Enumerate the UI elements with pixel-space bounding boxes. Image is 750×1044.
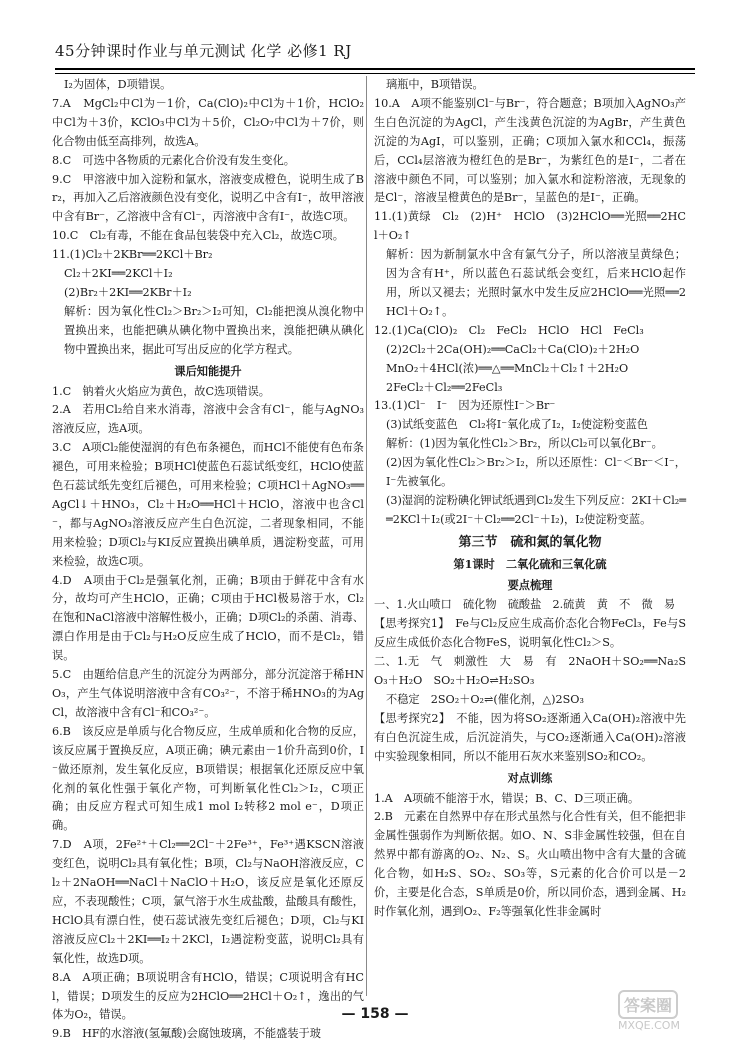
- answer-paragraph: 10.A A项不能鉴别Cl⁻与Br⁻，符合题意；B项加入AgNO₃产生白色沉淀的为AgCl，产生浅黄色沉淀的为AgBr，产生黄色沉淀的为AgI，可以鉴别，正确；C项加入氯水和CCl₄，振荡后，CCl₄层溶液为橙红色的是Br⁻，为紫红色的是I⁻，二者在溶液中颜色不同，可以鉴别；加入氯水和淀粉溶液，无现象的是Cl⁻，溶液呈橙黄色的是Br⁻，呈蓝色的是I⁻，正确。: [374, 96, 686, 205]
- answer-paragraph: 3.C A项Cl₂能使湿润的有色布条褪色，而HCl不能使有色布条褪色，可用来检验；B项HCl使蓝色石蕊试纸变红，HClO使蓝色石蕊试纸先变红后褪色，可用来检验；C项HCl＋AgNO₃══AgCl↓＋HNO₃，Cl₂＋H₂O══HCl＋HClO，溶液中也含Cl⁻，都与AgNO₃溶液反应产生白色沉淀，二者现象相同，不能用来检验；D项Cl₂与KI反应置换出碘单质，遇淀粉变蓝，可用来检验，故选C项。: [52, 441, 364, 568]
- answer-paragraph: 7.D A项，2Fe²⁺＋Cl₂══2Cl⁻＋2Fe³⁺，Fe³⁺遇KSCN溶液变红色，说明Cl₂具有氧化性；B项，Cl₂与NaOH溶液反应，Cl₂＋2NaOH══NaCl＋NaClO＋H₂O，该反应是氧化还原反应，不表现酸性；C项，氯气溶于水生成盐酸，盐酸具有酸性，HClO具有漂白性，使石蕊试液先变红后褪色；D项，Cl₂与KI溶液反应Cl₂＋2KI══I₂＋2KCl，I₂遇淀粉变蓝，说明Cl₂具有氧化性，故选D项。: [52, 838, 364, 965]
- section-heading: 第三节 硫和氮的氧化物: [458, 534, 602, 550]
- right-column: [374, 76, 686, 996]
- answer-paragraph: 8.C 可选中各物质的元素化合价没有发生变化。: [52, 153, 295, 167]
- answer-paragraph: 不稳定 2SO₂＋O₂⇌(催化剂，△)2SO₃: [386, 693, 584, 706]
- header-rule: [55, 68, 695, 70]
- answer-paragraph: 5.C 由题给信息产生的沉淀分为两部分，部分沉淀溶于稀HNO₃，产生气体说明溶液中含有CO₃²⁻，不溶于稀HNO₃的为AgCl，故溶液中含有Cl⁻和CO₃²⁻。: [52, 668, 364, 719]
- answer-paragraph: 1.C 钠着火火焰应为黄色，故C选项错误。: [52, 384, 270, 398]
- answer-paragraph: I₂为固体，D项错误。: [64, 78, 172, 91]
- answer-paragraph: 一、1.火山喷口 硫化物 硫酸盐 2.硫黄 黄 不 微 易: [374, 598, 676, 612]
- answer-paragraph: 1.A A项硫不能溶于水，错误；B、C、D三项正确。: [374, 791, 640, 805]
- answer-paragraph: 2FeCl₂＋Cl₂══2FeCl₃: [386, 380, 503, 394]
- watermark-url: MXQE.COM: [618, 1019, 680, 1032]
- answer-paragraph: 2.A 若用Cl₂给自来水消毒，溶液中会含有Cl⁻，能与AgNO₃溶液反应，选A项。: [52, 403, 364, 436]
- answer-paragraph: (3)湿润的淀粉碘化钾试纸遇到Cl₂发生下列反应：2KI＋Cl₂══2KCl＋I₂(或2I⁻＋Cl₂══2Cl⁻＋I₂)，I₂使淀粉变蓝。: [386, 493, 686, 526]
- answer-paragraph: 13.(1)Cl⁻ I⁻ 因为还原性I⁻＞Br⁻: [374, 399, 556, 413]
- answer-paragraph: 二、1.无 气 刺激性 大 易 有 2NaOH＋SO₂══Na₂SO₃＋H₂O SO₂＋H₂O⇌H₂SO₃: [374, 655, 686, 688]
- answer-paragraph: 【思考探究2】 不能，因为将SO₂逐渐通入Ca(OH)₂溶液中先有白色沉淀生成，后沉淀消失，与CO₂逐渐通入Ca(OH)₂溶液中实验现象相同，所以不能用石灰水来鉴别SO₂和CO₂。: [374, 711, 686, 763]
- header-rule-thin: [55, 73, 695, 74]
- answer-paragraph: 2.B 元素在自然界中存在形式虽然与化合性有关，但不能把非金属性强弱作为判断依据。如O、N、S非金属性较强，但在自然界中都有游离的O₂、N₂、S。火山喷出物中含有大量的含硫化合物，如H₂S、SO₂、SO₃等，S元素的化合价可以是－2价，主要是化合态，S单质是0价，所以同价态，遇到金属、H₂时作氧化剂，遇到O₂、F₂等强氧化性非金属时: [374, 810, 686, 918]
- answer-paragraph: 【思考探究1】 Fe与Cl₂反应生成高价态化合物FeCl₃，Fe与S反应生成低价态化合物FeS，说明氧化性Cl₂＞S。: [374, 617, 686, 650]
- answer-paragraph: 9.C 甲溶液中加入淀粉和氯水，溶液变成橙色，说明生成了Br₂，再加入乙后溶液颜色没有变化，说明乙中含有I⁻，故甲溶液中含有Br⁻，乙溶液中含有Cl⁻，丙溶液中含有I⁻，故选C项。: [52, 172, 364, 224]
- page-header: [55, 40, 695, 70]
- section-heading: 对点训练: [507, 770, 553, 785]
- answer-paragraph: 解析：(1)因为氧化性Cl₂＞Br₂，所以Cl₂可以氧化Br⁻。: [386, 437, 663, 451]
- answer-paragraph: (2)因为氧化性Cl₂＞Br₂＞I₂，所以还原性：Cl⁻＜Br⁻＜I⁻，I⁻先被氧化。: [386, 456, 686, 489]
- answer-paragraph: (2)Br₂＋2KI══2KBr＋I₂: [64, 285, 192, 299]
- answer-paragraph: (2)2Cl₂＋2Ca(OH)₂══CaCl₂＋Ca(ClO)₂＋2H₂O: [386, 342, 640, 356]
- answer-paragraph: 12.(1)Ca(ClO)₂ Cl₂ FeCl₂ HClO HCl FeCl₃: [374, 323, 644, 337]
- page-number: — 158 —: [341, 1006, 409, 1022]
- answer-paragraph: 6.B 该反应是单质与化合物反应，生成单质和化合物的反应，该反应属于置换反应，A项正确；碘元素由－1价升高到0价，I⁻做还原剂，发生氧化反应，B项错误；根据氧化还原反应中氧化剂的氧化性强于氧化产物，可判断氧化性Cl₂＞I₂，C项正确；由反应方程式可知生成1 mol I₂转移2 mol e⁻，D项正确。: [52, 724, 364, 833]
- answer-paragraph: 解析：因为氧化性Cl₂＞Br₂＞I₂可知，Cl₂能把溴从溴化物中置换出来，也能把碘从碘化物中置换出来，溴能把碘从碘化物中置换出来，据此可写出反应的化学方程式。: [64, 304, 364, 356]
- answer-paragraph: (3)试纸变蓝色 Cl₂将I⁻氧化成了I₂，I₂使淀粉变蓝色: [386, 418, 648, 432]
- answer-paragraph: 11.(1)Cl₂＋2KBr══2KCl＋Br₂: [52, 248, 213, 262]
- watermark-logo: [618, 990, 738, 1030]
- answer-paragraph: 7.A MgCl₂中Cl为－1价，Ca(ClO)₂中Cl为＋1价，HClO₂中Cl为＋3价，KClO₃中Cl为＋5价，Cl₂O₇中Cl为＋7价，则化合物由低至高排列，故选A。: [52, 96, 364, 148]
- answer-paragraph: 9.B HF的水溶液(氢氟酸)会腐蚀玻璃，不能盛装于玻: [52, 1027, 321, 1041]
- answer-paragraph: 11.(1)黄绿 Cl₂ (2)H⁺ HClO (3)2HClO══光照══2HCl＋O₂↑: [374, 210, 686, 243]
- answer-paragraph: 4.D A项由于Cl₂是强氧化剂，正确；B项由于鲜花中含有水分，故均可产生HClO，正确；C项由于HCl极易溶于水，Cl₂在饱和NaCl溶液中溶解性极小，正确；D项Cl₂的杀菌、消毒、漂白作用是由于Cl₂与H₂O反应生成了HClO，而不是Cl₂，错误。: [52, 573, 364, 663]
- section-heading: 第1课时 二氧化硫和三氧化硫: [453, 556, 607, 571]
- watermark-text: 答案圈: [618, 990, 678, 1019]
- answer-paragraph: 10.C Cl₂有毒，不能在食品包装袋中充入Cl₂，故选C项。: [52, 229, 344, 243]
- answer-paragraph: 解析：因为新制氯水中含有氯气分子，所以溶液呈黄绿色；因为含有H⁺，所以蓝色石蕊试纸会变红，后来HClO起作用，所以又褪去；光照时氯水中发生反应2HClO══光照══2HCl＋O₂↑。: [386, 248, 686, 318]
- header-title: 45分钟课时作业与单元测试 化学 必修1 RJ: [55, 42, 352, 60]
- left-column: [52, 76, 364, 1041]
- answer-paragraph: MnO₂＋4HCl(浓)══△══MnCl₂＋Cl₂↑＋2H₂O: [386, 361, 629, 375]
- answer-paragraph: Cl₂＋2KI══2KCl＋I₂: [64, 267, 173, 281]
- answer-paragraph: 璃瓶中，B项错误。: [386, 78, 484, 91]
- answer-paragraph: 8.A A项正确；B项说明含有HClO，错误；C项说明含有HCl，错误；D项发生的反应为2HClO══2HCl＋O₂↑，逸出的气体为O₂，错误。: [52, 970, 364, 1022]
- column-divider: [366, 76, 367, 996]
- section-heading: 要点梳理: [507, 577, 553, 592]
- section-heading: 课后知能提升: [174, 363, 242, 378]
